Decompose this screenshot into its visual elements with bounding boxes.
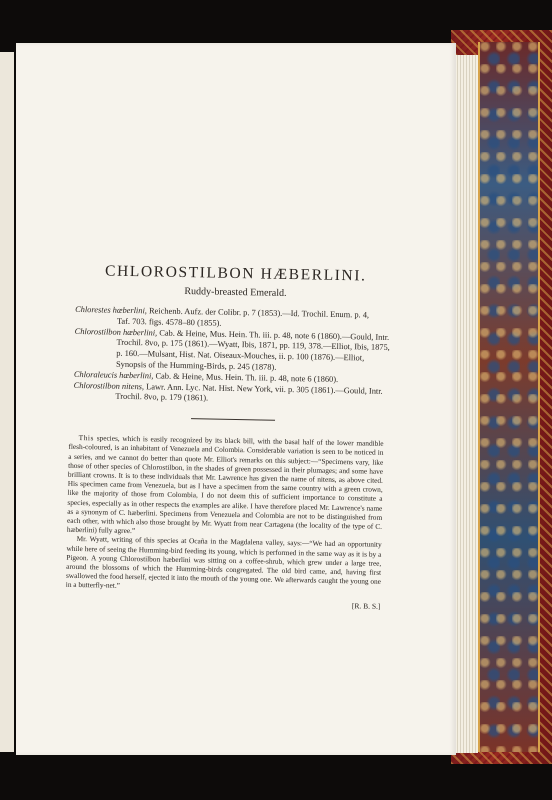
common-name: Ruddy-breasted Emerald. [184, 286, 287, 299]
synonym-name: Chlorostilbon hæberlini, [74, 326, 158, 338]
synonym-name: Chloraleucis hæberlini, [73, 369, 154, 381]
page-title: CHLOROSTILBON HÆBERLINI. [104, 262, 367, 285]
synonym-reference-cont: Taf. 703. figs. 4578–80 (1855). [116, 316, 222, 328]
synonym-name: Chlorestes hæberlini, [75, 304, 148, 316]
synonym-reference: Lawr. Ann. Lyc. Nat. Hist. New York, vii. p. 305 (1861).—Gould, Intr. [146, 381, 383, 396]
marbled-endpaper [478, 42, 540, 752]
lead-word: This [78, 433, 95, 443]
synonym-name: Chlorostilbon nitens, [73, 380, 145, 391]
body-text [65, 433, 383, 611]
page-content [65, 262, 396, 611]
book-page [16, 43, 456, 755]
synonym-reference: Cab. & Heine, Mus. Hein. Th. iii. p. 48, note 6 (1860). [155, 371, 339, 384]
synonym-reference-cont: Trochil. 8vo, p. 175 (1861).—Wyatt, Ibis, 1871, pp. 119, 378.—Elliot, Ibis, 1875, p. 160.—Mulsant, Hist. Nat. Oiseaux-Mouches, ii. p. 100 (1876).—Elliot, Synopsis of the Humming-Birds, p. 245 (1878). [115, 338, 390, 372]
synonymy-list [73, 305, 395, 408]
paragraph-text: species, which is easily recognized by its black bill, with the basal half of the lower mandible flesh-coloured, is an inhabitant of Venezuela and Colombia. Considerable variation is seen to be noticed in a series, and we cannot do better than quote Mr. Elliot's remarks on this subject:—“Specimens vary, like those of other species of Chlorostilbon, in the shades of green possessed in their plumages; and some have brilliant crowns. It is to these individuals that Mr. Lawrence has given the name of nitens, as above cited. His specimen came from Venezuela, but as I have a specimen from the same country with a green crown, like the majority of those from Colombia, I do not deem this of sufficient importance to constitute a species, especially as in other respects the examples are alike. I have therefore placed Mr. Lawrence's name as a synonym of C. hæberlini. Specimens from Venezuela and Colombia are not to be distinguished from each other, with which also those brought by Mr. Wyatt from near Cartagena (the locality of the type of C. hæberlini) fully agree.” [66, 433, 384, 536]
synonym-reference: Cab. & Heine, Mus. Hein. Th. iii. p. 48, note 6 (1860).—Gould, Intr. [159, 328, 390, 342]
synonym-entry [74, 327, 395, 376]
section-divider [191, 418, 275, 421]
facing-page-edge [0, 52, 14, 752]
synonym-reference: Reichenb. Aufz. der Colibr. p. 7 (1853).—Id. Trochil. Enum. p. 4, [148, 306, 370, 320]
paragraph [67, 433, 384, 540]
author-initials: [R. B. S.] [351, 600, 381, 611]
paragraph: Mr. Wyatt, writing of this species at Ocaña in the Magdalena valley, says:—“We had an opportunity while here of seeing the Humming-bird feeding its young, which is performed in the same way as it is by a Pigeon. A young Chlorostilbon hæberlini was sitting on a coffee-shrub, which grew under a large tree, around the blossoms of which the Humming-birds congregated. The old bird came, and, having first swallowed the food herself, ejected it into the mouth of the young one. We afterwards caught the young one in a butterfly-net.” [65, 534, 382, 591]
synonym-reference-cont: Trochil. 8vo, p. 179 (1861). [115, 392, 209, 403]
